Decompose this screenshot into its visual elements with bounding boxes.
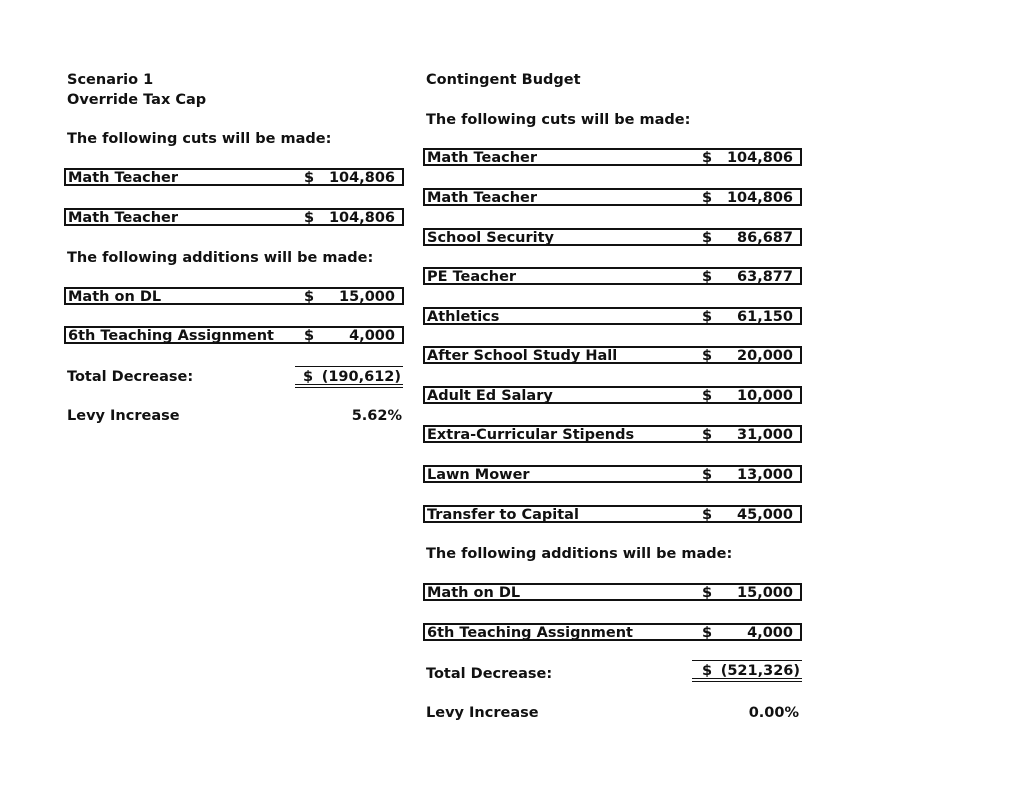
contingent-total-row: [426, 660, 802, 682]
currency-symbol: $: [702, 309, 713, 325]
total-cell: [692, 660, 802, 682]
contingent-cut-row: [423, 425, 802, 443]
total-label: Total Decrease:: [426, 666, 553, 682]
line-item-amount: 15,000: [339, 289, 395, 305]
line-item-amount: 31,000: [737, 427, 793, 443]
scenario-cut-row: [64, 168, 404, 186]
line-item-amount: 104,806: [328, 170, 395, 186]
currency-symbol: $: [702, 585, 713, 601]
line-item-amount: 4,000: [747, 625, 793, 641]
total-amount: (521,326): [720, 663, 800, 679]
line-item-label: Extra-Curricular Stipends: [427, 427, 635, 443]
currency-symbol: $: [702, 663, 713, 679]
contingent-cut-row: [423, 148, 802, 166]
line-item-label: Math Teacher: [427, 190, 538, 206]
levy-value: 0.00%: [748, 705, 799, 721]
contingent-title: Contingent Budget: [426, 72, 581, 88]
scenario-additions-heading: The following additions will be made:: [67, 250, 374, 266]
currency-symbol: $: [702, 507, 713, 523]
scenario-title: Scenario 1: [67, 72, 154, 88]
line-item-label: 6th Teaching Assignment: [427, 625, 633, 641]
currency-symbol: $: [702, 348, 713, 364]
line-item-label: 6th Teaching Assignment: [68, 328, 274, 344]
total-label: Total Decrease:: [67, 369, 194, 385]
line-item-amount: 13,000: [737, 467, 793, 483]
currency-symbol: $: [304, 210, 315, 226]
line-item-amount: 15,000: [737, 585, 793, 601]
levy-label: Levy Increase: [426, 705, 539, 721]
contingent-cut-row: [423, 307, 802, 325]
scenario-total-row: [67, 366, 403, 388]
line-item-label: Math Teacher: [68, 170, 179, 186]
line-item-label: After School Study Hall: [427, 348, 618, 364]
currency-symbol: $: [304, 170, 315, 186]
contingent-addition-row: [423, 583, 802, 601]
line-item-label: Math Teacher: [427, 150, 538, 166]
contingent-cut-row: [423, 346, 802, 364]
currency-symbol: $: [702, 230, 713, 246]
line-item-label: Lawn Mower: [427, 467, 530, 483]
scenario-levy-row: [67, 407, 402, 425]
line-item-amount: 104,806: [726, 190, 793, 206]
line-item-amount: 63,877: [737, 269, 793, 285]
total-cell: [295, 366, 403, 388]
contingent-cut-row: [423, 465, 802, 483]
total-amount: (190,612): [321, 369, 401, 385]
line-item-amount: 10,000: [737, 388, 793, 404]
levy-label: Levy Increase: [67, 408, 180, 424]
currency-symbol: $: [702, 190, 713, 206]
line-item-amount: 4,000: [349, 328, 395, 344]
line-item-amount: 61,150: [737, 309, 793, 325]
currency-symbol: $: [702, 467, 713, 483]
currency-symbol: $: [702, 625, 713, 641]
scenario-cut-row: [64, 208, 404, 226]
line-item-amount: 104,806: [726, 150, 793, 166]
contingent-cuts-heading: The following cuts will be made:: [426, 112, 691, 128]
contingent-cut-row: [423, 267, 802, 285]
line-item-label: Transfer to Capital: [427, 507, 579, 523]
line-item-amount: 86,687: [737, 230, 793, 246]
contingent-addition-row: [423, 623, 802, 641]
line-item-label: Math on DL: [427, 585, 521, 601]
currency-symbol: $: [304, 328, 315, 344]
currency-symbol: $: [702, 427, 713, 443]
contingent-cut-row: [423, 188, 802, 206]
line-item-label: School Security: [427, 230, 555, 246]
line-item-amount: 20,000: [737, 348, 793, 364]
scenario-addition-row: [64, 287, 404, 305]
currency-symbol: $: [702, 150, 713, 166]
contingent-cut-row: [423, 386, 802, 404]
scenario-cuts-heading: The following cuts will be made:: [67, 131, 332, 147]
line-item-label: Math Teacher: [68, 210, 179, 226]
currency-symbol: $: [304, 289, 315, 305]
levy-value: 5.62%: [351, 408, 402, 424]
currency-symbol: $: [303, 369, 314, 385]
currency-symbol: $: [702, 388, 713, 404]
line-item-label: Math on DL: [68, 289, 162, 305]
line-item-label: Athletics: [427, 309, 500, 325]
scenario-subtitle: Override Tax Cap: [67, 92, 207, 108]
currency-symbol: $: [702, 269, 713, 285]
scenario-addition-row: [64, 326, 404, 344]
contingent-cut-row: [423, 228, 802, 246]
contingent-levy-row: [426, 704, 799, 722]
line-item-amount: 45,000: [737, 507, 793, 523]
line-item-label: PE Teacher: [427, 269, 517, 285]
contingent-cut-row: [423, 505, 802, 523]
line-item-amount: 104,806: [328, 210, 395, 226]
contingent-additions-heading: The following additions will be made:: [426, 546, 733, 562]
line-item-label: Adult Ed Salary: [427, 388, 553, 404]
